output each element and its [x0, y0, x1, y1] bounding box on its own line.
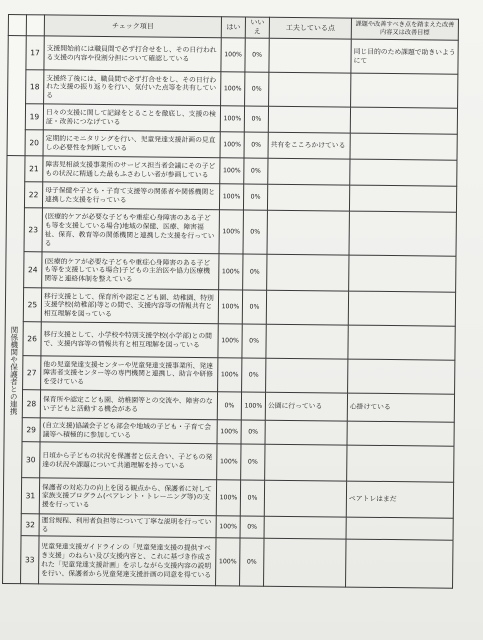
check-item-text: 保育所や認定こども園、幼稚園等との交流や、障害のない子どもと活動する機会がある — [40, 390, 217, 420]
yes-percent: 100% — [218, 324, 242, 358]
no-percent: 100% — [241, 392, 265, 420]
check-item-text: (自立支援)協議会子ども部会や地域の子ども・子育て会議等へ積極的に参加している — [40, 418, 217, 444]
table-row — [5, 356, 455, 395]
no-percent: 0% — [244, 132, 268, 158]
check-item-text: 日頃から子どもの状況を保護者と伝え合い、子どもの発達の状況や課題について共通理解を持っている — [40, 442, 217, 480]
check-item-text: 日々の支援に関して記録をとることを徹底し、支援の検証・改善につなげている — [43, 104, 220, 132]
ingenuity-cell — [269, 39, 351, 74]
ingenuity-cell — [267, 211, 349, 256]
row-number: 33 — [21, 536, 40, 584]
row-number: 29 — [22, 418, 40, 442]
issues-cell — [348, 292, 455, 327]
issues-cell — [347, 422, 454, 447]
ingenuity-cell — [269, 73, 351, 108]
no-percent: 0% — [242, 324, 266, 358]
check-item-text: 定期的にモニタリングを行い、児童発達支援計画の見直しの必要性を判断している — [43, 130, 220, 158]
self-evaluation-table — [2, 14, 459, 589]
row-number: 30 — [22, 442, 40, 478]
check-item-text: 他の児童発達支援センターや児童発達支援事業所、発達障害者支援センター等の専門機関と連携し、助言や研修を受けている — [41, 356, 218, 392]
no-percent: 0% — [243, 210, 267, 254]
check-item-text: 支援開始前には職員間で必ず打合せをし、その日行われる支援の内容や役割分担について確認している — [44, 36, 221, 72]
table-row — [6, 208, 456, 257]
yes-percent: 100% — [220, 158, 244, 184]
row-number: 26 — [23, 322, 41, 356]
check-item-text: (医療的ケアが必要な子どもや重症心身障害のある子ども等を支援している場合)地域の保健、医療、障害福祉、保育、教育等の関係機関と連携した支援を行っている — [42, 208, 219, 254]
issues-cell — [348, 360, 455, 395]
row-number: 19 — [25, 104, 43, 130]
checklist-sheet — [2, 14, 458, 639]
header-check-item: チェック項目 — [44, 15, 221, 38]
ingenuity-cell: 共有をこころかけている — [268, 133, 350, 160]
issues-cell: 同じ目的のため課題で助きいようにて — [351, 40, 458, 75]
row-number: 25 — [23, 288, 41, 322]
row-number: 32 — [21, 514, 39, 536]
table-row — [8, 70, 458, 109]
header-yes: はい — [221, 17, 245, 39]
row-number: 23 — [24, 208, 42, 252]
check-item-text: 支援終了後には、職員間で必ず打合せをし、その日行われた支援の振り返りを行い、気付いた点等を共有している — [44, 70, 221, 106]
ingenuity-cell: 公園に行っている — [265, 393, 347, 422]
row-number: 17 — [26, 36, 44, 70]
yes-percent: 100% — [216, 538, 241, 586]
header-issues: 課題や改善すべき点を踏まえた改善内容又は改善目標 — [351, 18, 458, 41]
yes-percent: 0% — [217, 392, 241, 420]
yes-percent: 100% — [217, 444, 241, 480]
yes-percent: 100% — [219, 254, 243, 290]
yes-percent: 100% — [219, 184, 243, 210]
no-percent: 0% — [243, 184, 267, 210]
no-percent: 0% — [245, 38, 269, 72]
yes-percent: 100% — [219, 210, 243, 254]
yes-percent: 100% — [216, 480, 240, 516]
no-percent: 0% — [244, 158, 268, 184]
row-number: 18 — [26, 70, 44, 104]
yes-percent: 100% — [217, 420, 241, 444]
no-percent: 0% — [244, 106, 268, 132]
no-percent: 0% — [240, 516, 264, 538]
ingenuity-cell — [267, 255, 349, 292]
no-percent: 0% — [241, 420, 265, 444]
issues-cell — [350, 134, 457, 161]
no-percent: 0% — [241, 444, 265, 480]
ingenuity-cell — [266, 359, 348, 394]
table-row — [3, 478, 453, 519]
row-number: 27 — [23, 356, 41, 390]
issues-cell: ペアトレはまだ — [346, 482, 453, 519]
issues-cell — [348, 326, 455, 361]
yes-percent: 100% — [218, 290, 242, 324]
issues-cell — [346, 540, 453, 589]
ingenuity-cell — [264, 517, 346, 540]
check-item-text: 障害児相談支援事業所のサービス担当者会議にその子どもの状況に精通した最もふさわしい者が参画している — [43, 156, 220, 184]
yes-percent: 100% — [218, 358, 242, 392]
issues-cell — [349, 186, 456, 213]
table-row — [4, 442, 454, 483]
row-number: 31 — [21, 478, 39, 514]
yes-percent: 100% — [216, 516, 240, 538]
ingenuity-cell — [265, 445, 347, 482]
check-item-text: 移行支援として、保育所や認定こども園、幼稚園、特別支援学校(幼稚部)等との間で、支援内容等の情報共有と相互理解を図っている — [41, 288, 218, 324]
issues-cell — [350, 160, 457, 187]
issues-cell — [349, 212, 456, 257]
ingenuity-cell — [268, 159, 350, 186]
issues-cell — [346, 518, 453, 541]
row-number: 24 — [24, 252, 42, 288]
table-row — [5, 288, 455, 327]
no-percent: 0% — [240, 538, 265, 586]
row-number: 22 — [24, 182, 42, 208]
row-number: 28 — [22, 390, 40, 418]
row-number: 20 — [25, 130, 43, 156]
issues-cell: 心掛けている — [347, 394, 454, 423]
issues-cell — [350, 108, 457, 135]
check-item-text: 運営規程、利用者負担等について丁寧な説明を行っている — [39, 514, 216, 538]
check-item-text: (医療的ケアが必要な子どもや重症心身障害のある子ども等を支援している場合)子どもの主治医や協力医療機関等と連絡体制を整えている — [42, 252, 219, 290]
check-item-text: 児童発達支援ガイドラインの「児童発達支援の提供すべき支援」のねらい及び支援内容と、これに基づき作成された「児童発達支援計画」を示しながら支援内容の説明を行い、保護者から児童発達支援計画の同意を得ている — [39, 536, 216, 586]
issues-cell — [351, 74, 458, 109]
category-blank-cell — [7, 36, 26, 156]
table-row — [5, 322, 455, 361]
ingenuity-cell — [264, 481, 346, 518]
issues-cell — [349, 256, 456, 293]
ingenuity-cell — [265, 421, 347, 446]
table-row — [8, 36, 458, 75]
yes-percent: 100% — [221, 38, 245, 72]
ingenuity-cell — [264, 539, 346, 588]
no-percent: 0% — [242, 358, 266, 392]
header-blank — [8, 15, 26, 37]
ingenuity-cell — [266, 291, 348, 326]
check-item-text: 移行支援として、小学校や特別支援学校(小学部)との間で、支援内容等の情報共有と相互理解を図っている — [41, 322, 218, 358]
check-item-text: 母子保健や子ども・子育て支援等の関係者や関係機関と連携した支援を行っている — [42, 182, 219, 210]
check-item-text: 保護者の対応力の向上を図る観点から、保護者に対して家族支援プログラム(ペアレント・トレーニング等)の支援を行っている — [39, 478, 216, 516]
no-percent: 0% — [240, 480, 264, 516]
yes-percent: 100% — [220, 106, 244, 132]
header-no: いいえ — [245, 17, 269, 39]
yes-percent: 100% — [221, 72, 245, 106]
ingenuity-cell — [268, 107, 350, 134]
header-number — [26, 15, 44, 37]
no-percent: 0% — [242, 290, 266, 324]
table-row — [6, 252, 456, 293]
table-row — [3, 536, 453, 589]
no-percent: 0% — [245, 72, 269, 106]
no-percent: 0% — [243, 254, 267, 290]
ingenuity-cell — [266, 325, 348, 360]
issues-cell — [347, 446, 454, 483]
row-number: 21 — [25, 156, 43, 182]
category-label: 関係機関や保護者との連携 — [3, 156, 25, 584]
yes-percent: 100% — [220, 132, 244, 158]
header-ingenuity: 工夫している点 — [269, 17, 351, 39]
ingenuity-cell — [267, 185, 349, 212]
